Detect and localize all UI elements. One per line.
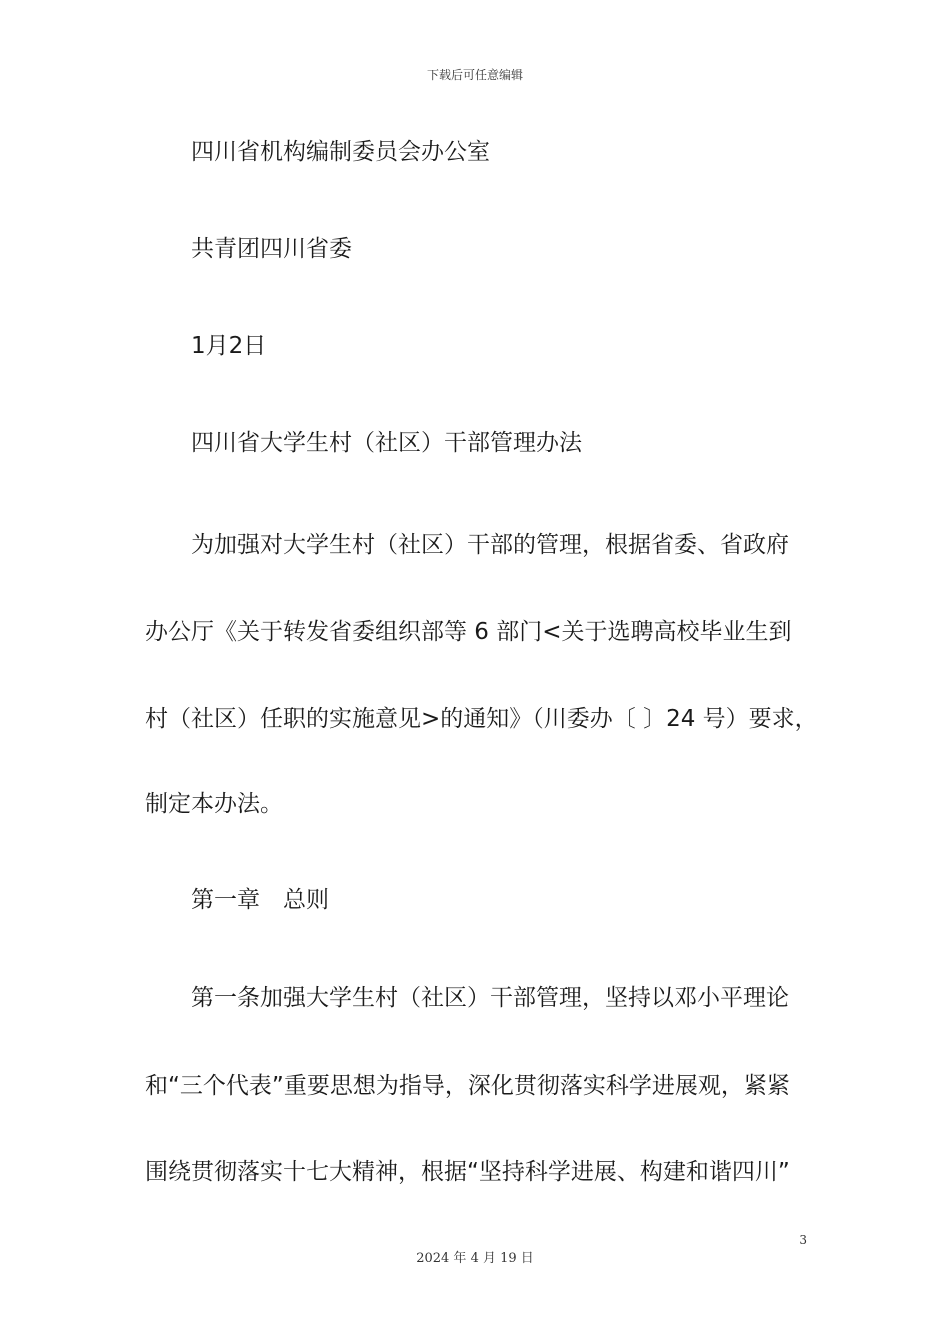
paragraph-line: 办公厅《关于转发省委组织部等 6 部门<关于选聘高校毕业生到 — [145, 619, 792, 645]
issuer-line-1: 四川省机构编制委员会办公室 — [191, 139, 490, 165]
page-header: 下载后可任意编辑 — [426, 68, 523, 82]
paragraph-line: 围绕贯彻落实十七大精神，根据“坚持科学进展、构建和谐四川” — [145, 1159, 790, 1185]
chapter-heading: 第一章 总则 — [191, 887, 329, 913]
paragraph-line: 第一条加强大学生村（社区）干部管理，坚持以邓小平理论 — [191, 985, 789, 1011]
page-number: 3 — [799, 1233, 807, 1247]
paragraph-line: 为加强对大学生村（社区）干部的管理，根据省委、省政府 — [191, 532, 789, 558]
issuer-line-2: 共青团四川省委 — [191, 236, 352, 262]
footer-date: 2024 年 4 月 19 日 — [416, 1251, 534, 1266]
paragraph-line: 和“三个代表”重要思想为指导，深化贯彻落实科学进展观，紧紧 — [145, 1073, 790, 1099]
issue-date-line: 1月2日 — [191, 333, 267, 359]
paragraph-line: 制定本办法。 — [145, 791, 283, 817]
document-title: 四川省大学生村（社区）干部管理办法 — [191, 430, 582, 456]
paragraph-line: 村（社区）任职的实施意见>的通知》（川委办〔 〕24 号）要求， — [145, 706, 818, 732]
